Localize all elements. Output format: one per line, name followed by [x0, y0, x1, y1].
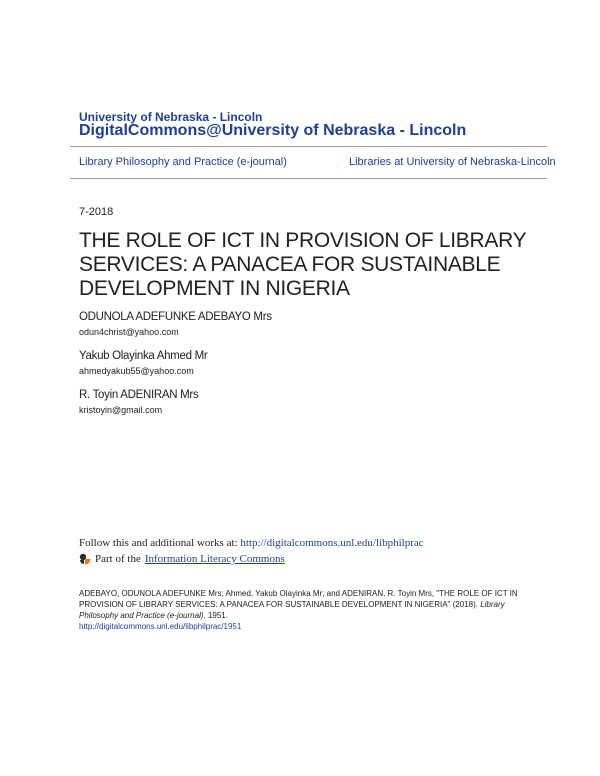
- author-email: odun4christ@yahoo.com: [79, 327, 179, 337]
- bepress-network-icon: [79, 553, 91, 565]
- journal-link[interactable]: Library Philosophy and Practice (e-journal): [79, 156, 287, 168]
- divider-bottom: [70, 178, 547, 179]
- partof-line: [79, 553, 285, 565]
- citation-text: ADEBAYO, ODUNOLA ADEFUNKE Mrs; Ahmed, Yakub Olayinka Mr; and ADENIRAN, R. Toyin Mrs, "THE ROLE OF ICT IN PROVISION OF LIBRARY SERVICES: A PANACEA FOR SUSTAINABLE DEVELOPMENT IN NIGERIA" (2018).: [79, 589, 518, 609]
- follow-line: [79, 537, 424, 549]
- citation-journal: Library Philosophy and Practice (e-journal): [79, 600, 505, 620]
- author-name: Yakub Olayinka Ahmed Mr: [79, 350, 208, 362]
- author-email: kristoyin@gmail.com: [79, 405, 163, 415]
- author-email: ahmedyakub55@yahoo.com: [79, 366, 194, 376]
- collection-link[interactable]: http://digitalcommons.unl.edu/libphilprac: [240, 537, 424, 549]
- citation-block: [79, 588, 534, 632]
- publication-date: 7-2018: [79, 206, 114, 218]
- discipline-link[interactable]: Information Literacy Commons: [144, 553, 285, 565]
- partof-text: Part of the: [95, 553, 141, 565]
- citation-url[interactable]: http://digitalcommons.unl.edu/libphilprac/1951: [79, 622, 242, 631]
- author-name: R. Toyin ADENIRAN Mrs: [79, 389, 199, 401]
- repository-name[interactable]: DigitalCommons@University of Nebraska - Lincoln: [79, 122, 467, 139]
- follow-text: Follow this and additional works at:: [79, 537, 241, 549]
- libraries-link[interactable]: Libraries at University of Nebraska-Lincoln: [349, 156, 556, 168]
- divider-top: [70, 146, 547, 147]
- institution-name[interactable]: University of Nebraska - Lincoln: [79, 110, 263, 124]
- author-name: ODUNOLA ADEFUNKE ADEBAYO Mrs: [79, 311, 272, 323]
- citation-number: . 1951.: [203, 611, 228, 620]
- paper-title: THE ROLE OF ICT IN PROVISION OF LIBRARY SERVICES: A PANACEA FOR SUSTAINABLE DEVELOPMENT IN NIGERIA: [79, 229, 526, 300]
